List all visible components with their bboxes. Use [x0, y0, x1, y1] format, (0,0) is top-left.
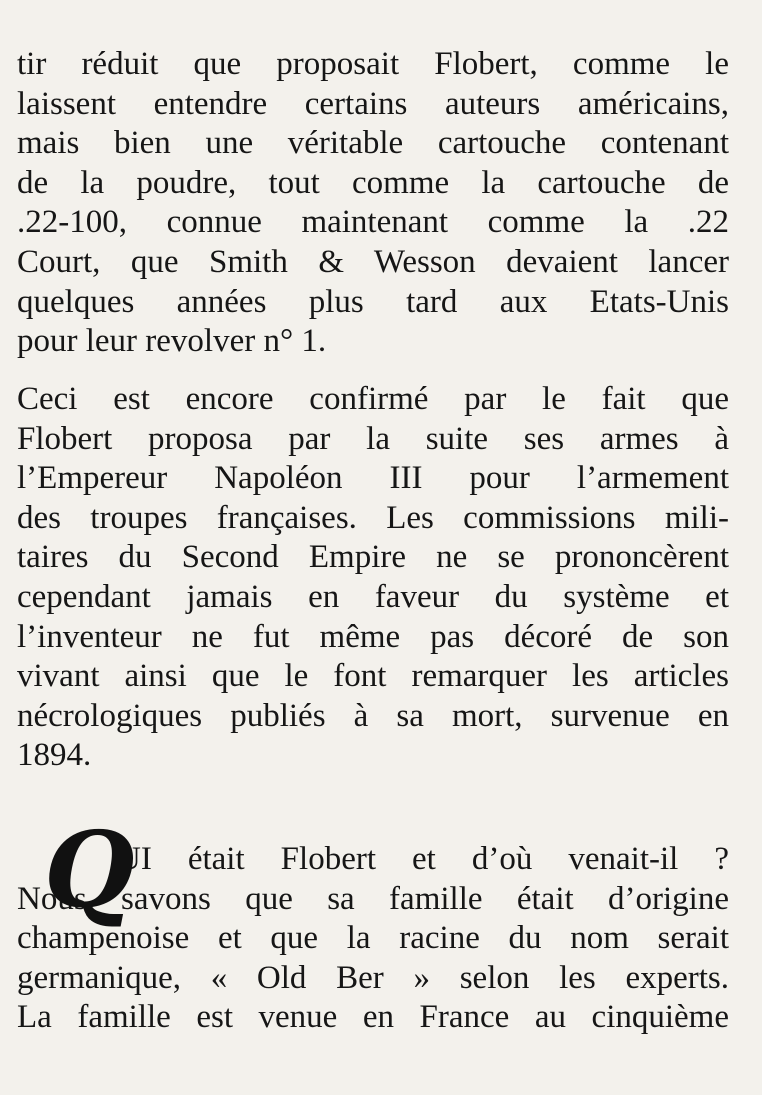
- text-line: champenoise et que la racine du nom serait: [17, 920, 729, 957]
- text-line: de la poudre, tout comme la cartouche de: [17, 164, 729, 201]
- text-line: Court, que Smith & Wesson devaient lancer: [17, 243, 729, 280]
- text-line: germanique, « Old Ber » selon les experts.: [17, 959, 729, 996]
- drop-cap-letter: Q: [44, 808, 135, 931]
- text-line: taires du Second Empire ne se prononcèrent: [17, 539, 729, 576]
- text-line: UI était Flobert et d’où venait-il ?: [117, 841, 729, 877]
- text-line: pour leur revolver n° 1.: [17, 323, 327, 360]
- text-line: l’inventeur ne fut même pas décoré de son: [17, 618, 729, 655]
- text-line: quelques années plus tard aux Etats-Unis: [17, 283, 729, 320]
- text-line: Flobert proposa par la suite ses armes à: [17, 420, 729, 457]
- text-line: l’Empereur Napoléon III pour l’armement: [17, 460, 729, 497]
- text-line: La famille est venue en France au cinquième: [17, 999, 729, 1036]
- text-line: 1894.: [17, 737, 92, 774]
- text-line: laissent entendre certains auteurs américains,: [17, 85, 729, 122]
- paragraph-3: [17, 808, 729, 1038]
- text-line: .22-100, connue maintenant comme la .22: [17, 204, 729, 241]
- text-line: mais bien une véritable cartouche contenant: [17, 125, 729, 162]
- text-line: tir réduit que proposait Flobert, comme le: [17, 46, 729, 82]
- text-line: des troupes françaises. Les commissions mili-: [17, 499, 729, 536]
- paragraph-2: [17, 380, 729, 776]
- paragraph-1: [17, 45, 729, 362]
- text-line: Nous savons que sa famille était d’origine: [17, 880, 729, 917]
- text-line: vivant ainsi que le font remarquer les articles: [17, 658, 729, 695]
- text-line: nécrologiques publiés à sa mort, survenue en: [17, 697, 729, 734]
- text-line: cependant jamais en faveur du système et: [17, 578, 729, 615]
- text-line: Ceci est encore confirmé par le fait que: [17, 381, 729, 417]
